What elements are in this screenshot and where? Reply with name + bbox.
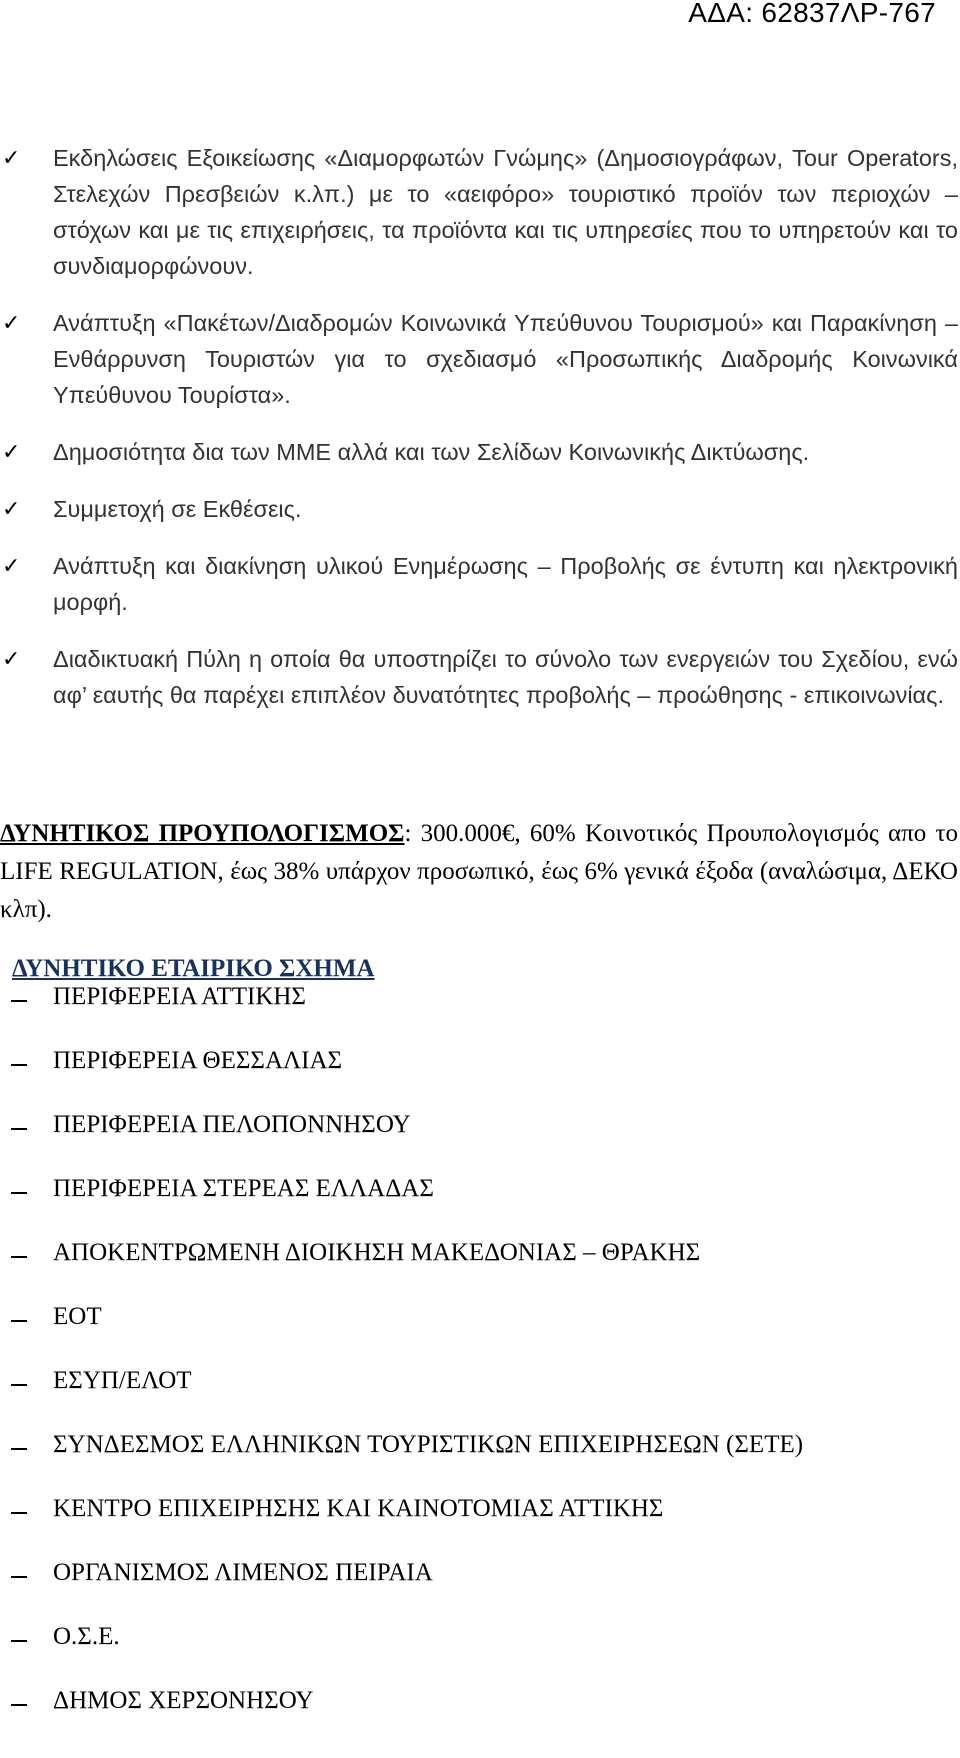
checkmark-icon: ✓ (2, 647, 21, 672)
checkmark-icon: ✓ (2, 554, 21, 579)
partner-name: ΠΕΡΙΦΕΡΕΙΑ ΑΤΤΙΚΗΣ (53, 983, 306, 1010)
partner-name: ΕΣΥΠ/ΕΛΟΤ (53, 1367, 192, 1394)
dash-icon (11, 1320, 27, 1322)
partnership-heading: ΔΥΝΗΤΙΚΟ ΕΤΑΙΡΙΚΟ ΣΧΗΜΑ (12, 955, 375, 982)
ada-header: ΑΔΑ: 62837ΛΡ-767 (688, 0, 936, 28)
action-text: Δημοσιότητα δια των ΜΜΕ αλλά και των Σελίδων Κοινωνικής Δικτύωσης. (53, 439, 810, 465)
partner-name: ΣΥΝΔΕΣΜΟΣ ΕΛΛΗΝΙΚΩΝ ΤΟΥΡΙΣΤΙΚΩΝ ΕΠΙΧΕΙΡΗΣΕΩΝ (ΣΕΤΕ) (53, 1431, 804, 1458)
budget-text: : 300.000€, 60% Κοινοτικός Προυπολογισμός απο το LIFE REGULATION, έως 38% υπάρχον προσωπικό, έως 6% γενικά έξοδα (αναλώσιμα, ΔΕΚΟ κλπ). (0, 820, 958, 923)
partner-item (0, 1495, 960, 1566)
dash-icon (11, 1448, 27, 1450)
budget-paragraph (0, 815, 958, 929)
checkmark-icon: ✓ (2, 497, 21, 522)
partner-item (0, 1111, 960, 1182)
action-item (0, 140, 960, 284)
dash-icon (11, 1640, 27, 1642)
dash-icon (11, 1256, 27, 1258)
partner-name: ΑΠΟΚΕΝΤΡΩΜΕΝΗ ΔΙΟΙΚΗΣΗ ΜΑΚΕΔΟΝΙΑΣ – ΘΡΑΚΗΣ (53, 1239, 701, 1266)
checkmark-icon: ✓ (2, 311, 21, 336)
action-text: Ανάπτυξη «Πακέτων/Διαδρομών Κοινωνικά Υπεύθυνου Τουρισμού» και Παρακίνηση – Ενθάρρυνση Τουριστών για το σχεδιασμό «Προσωπικής Διαδρομής Κοινωνικά Υπεύθυνου Τουρίστα». (53, 310, 958, 408)
action-item (0, 305, 960, 413)
partner-item (0, 1687, 960, 1758)
checkmark-icon: ✓ (2, 146, 21, 171)
dash-icon (11, 1576, 27, 1578)
action-item (0, 548, 960, 620)
action-text: Διαδικτυακή Πύλη η οποία θα υποστηρίζει το σύνολο των ενεργειών του Σχεδίου, ενώ αφ’ εαυτής θα παρέχει επιπλέον δυνατότητες προβολής – προώθησης - επικοινωνίας. (53, 646, 958, 708)
partner-name: ΠΕΡΙΦΕΡΕΙΑ ΠΕΛΟΠΟΝΝΗΣΟΥ (53, 1111, 411, 1138)
action-item (0, 434, 960, 470)
partner-item (0, 1367, 960, 1438)
dash-icon (11, 1704, 27, 1706)
dash-icon (11, 1128, 27, 1130)
dash-icon (11, 1000, 27, 1002)
partner-name: ΕΟΤ (53, 1303, 102, 1330)
action-item (0, 491, 960, 527)
partner-item (0, 1303, 960, 1374)
partner-item (0, 1559, 960, 1630)
dash-icon (11, 1192, 27, 1194)
partner-item (0, 1047, 960, 1118)
action-item (0, 641, 960, 713)
partner-item (0, 983, 960, 1054)
partner-item (0, 1431, 960, 1502)
partner-item (0, 1175, 960, 1246)
dash-icon (11, 1064, 27, 1066)
dash-icon (11, 1512, 27, 1514)
checkmark-icon: ✓ (2, 440, 21, 465)
partner-name: Ο.Σ.Ε. (53, 1623, 120, 1650)
partner-name: ΟΡΓΑΝΙΣΜΟΣ ΛΙΜΕΝΟΣ ΠΕΙΡΑΙΑ (53, 1559, 433, 1586)
partner-item (0, 1239, 960, 1310)
budget-label: ΔΥΝΗΤΙΚΟΣ ΠΡΟΥΠΟΛΟΓΙΣΜΟΣ (0, 820, 405, 847)
partner-list (0, 983, 960, 1758)
action-text: Εκδηλώσεις Εξοικείωσης «Διαμορφωτών Γνώμης» (Δημοσιογράφων, Tour Operators, Στελεχών Πρεσβειών κ.λπ.) με το «αειφόρο» τουριστικό προϊόν των περιοχών – στόχων και με τις επιχειρήσεις, τα προϊόντα και τις υπηρεσίες που το υπηρετούν και το συνδιαμορφώνουν. (53, 145, 958, 279)
dash-icon (11, 1384, 27, 1386)
action-text: Ανάπτυξη και διακίνηση υλικού Ενημέρωσης – Προβολής σε έντυπη και ηλεκτρονική μορφή. (53, 553, 958, 615)
action-text: Συμμετοχή σε Εκθέσεις. (53, 496, 302, 522)
partner-name: ΠΕΡΙΦΕΡΕΙΑ ΣΤΕΡΕΑΣ ΕΛΛΑΔΑΣ (53, 1175, 434, 1202)
partner-name: ΔΗΜΟΣ ΧΕΡΣΟΝΗΣΟΥ (53, 1687, 314, 1714)
partner-name: ΚΕΝΤΡΟ ΕΠΙΧΕΙΡΗΣΗΣ ΚΑΙ ΚΑΙΝΟΤΟΜΙΑΣ ΑΤΤΙΚΗΣ (53, 1495, 664, 1522)
partner-item (0, 1623, 960, 1694)
partner-name: ΠΕΡΙΦΕΡΕΙΑ ΘΕΣΣΑΛΙΑΣ (53, 1047, 343, 1074)
actions-list (0, 140, 960, 734)
